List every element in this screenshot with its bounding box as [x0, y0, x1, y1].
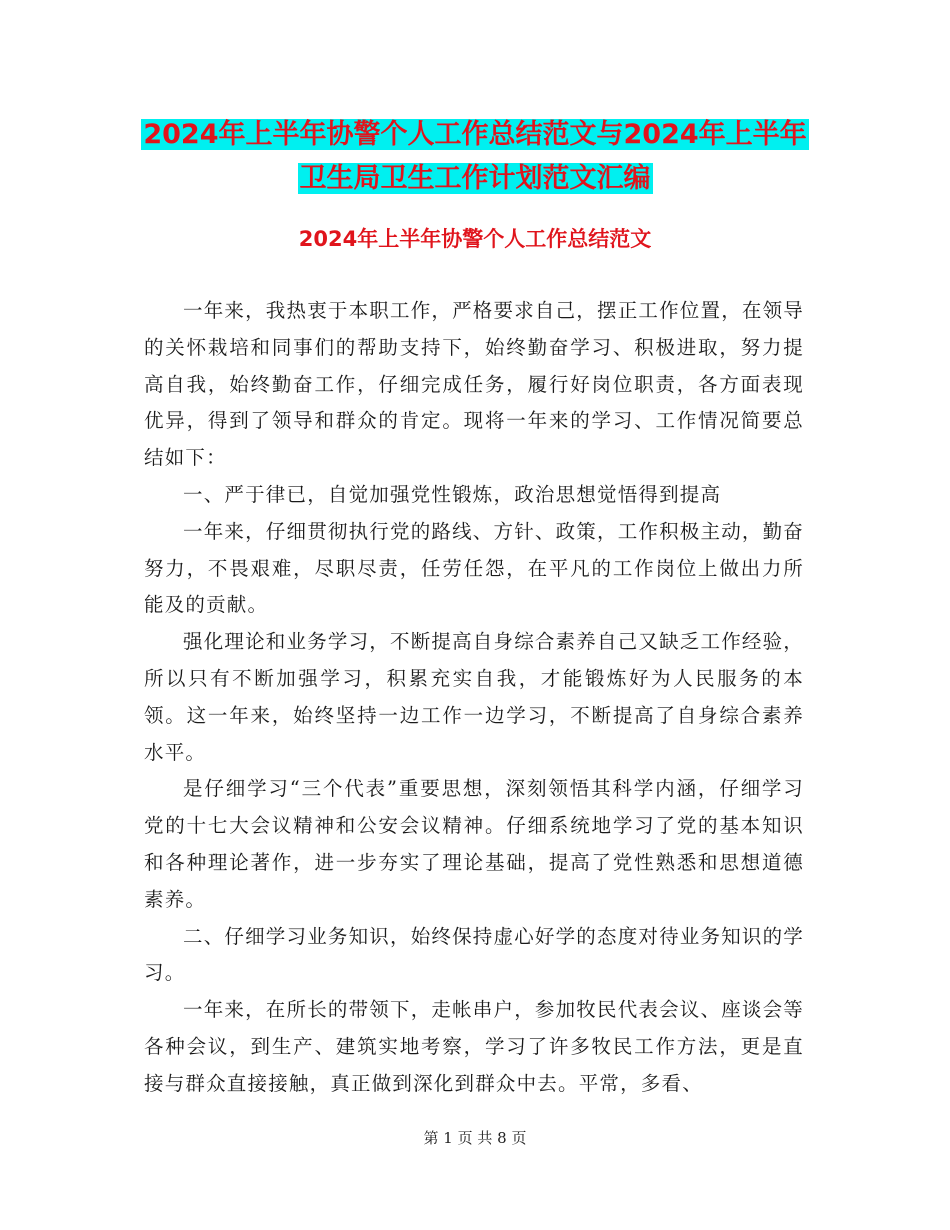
title-line-2: 卫生局卫生工作计划范文汇编: [299, 163, 651, 194]
section-heading: 二、仔细学习业务知识，始终保持虚心好学的态度对待业务知识的学习。: [144, 924, 805, 985]
paragraph: 是仔细学习“三个代表”重要思想，深刻领悟其科学内涵，仔细学习党的十七大会议精神和公安会议精神。仔细系统地学习了党的基本知识和各种理论著作，进一步夯实了理论基础，提高了党性熟悉和思想道德素养。: [144, 777, 804, 911]
section-title: 2024年上半年协警个人工作总结范文: [298, 227, 652, 251]
paragraph: 一年来，仔细贯彻执行党的路线、方针、政策，工作积极主动，勤奋努力，不畏艰难，尽职尽责，任劳任怨，在平凡的工作岗位上做出力所能及的贡献。: [144, 519, 805, 617]
paragraph: 一年来，在所长的带领下，走帐串户，参加牧民代表会议、座谈会等各种会议，到生产、建筑实地考察，学习了许多牧民工作方法，更是直接与群众直接接触，真正做到深化到群众中去。平常，多看、: [144, 998, 805, 1095]
document-title: [0, 113, 950, 201]
page-footer: 第 1 页 共 8 页: [423, 1129, 527, 1147]
paragraph: 一年来，我热衷于本职工作，严格要求自己，摆正工作位置，在领导的关怀栽培和同事们的帮助支持下，始终勤奋学习、积极进取，努力提高自我，始终勤奋工作，仔细完成任务，履行好岗位职责，各方面表现优异，得到了领导和群众的肯定。现将一年来的学习、工作情况简要总结如下：: [144, 299, 805, 470]
document-body: [144, 293, 804, 1103]
title-line-1: 2024年上半年协警个人工作总结范文与2024年上半年: [143, 119, 807, 150]
section-heading: 一、严于律已，自觉加强党性锻炼，政治思想觉悟得到提高: [183, 482, 722, 506]
paragraph: 强化理论和业务学习，不断提高自身综合素养自己又缺乏工作经验，所以只有不断加强学习，积累充实自我，才能锻炼好为人民服务的本领。这一年来，始终坚持一边工作一边学习，不断提高了自身综合素养水平。: [144, 630, 805, 764]
